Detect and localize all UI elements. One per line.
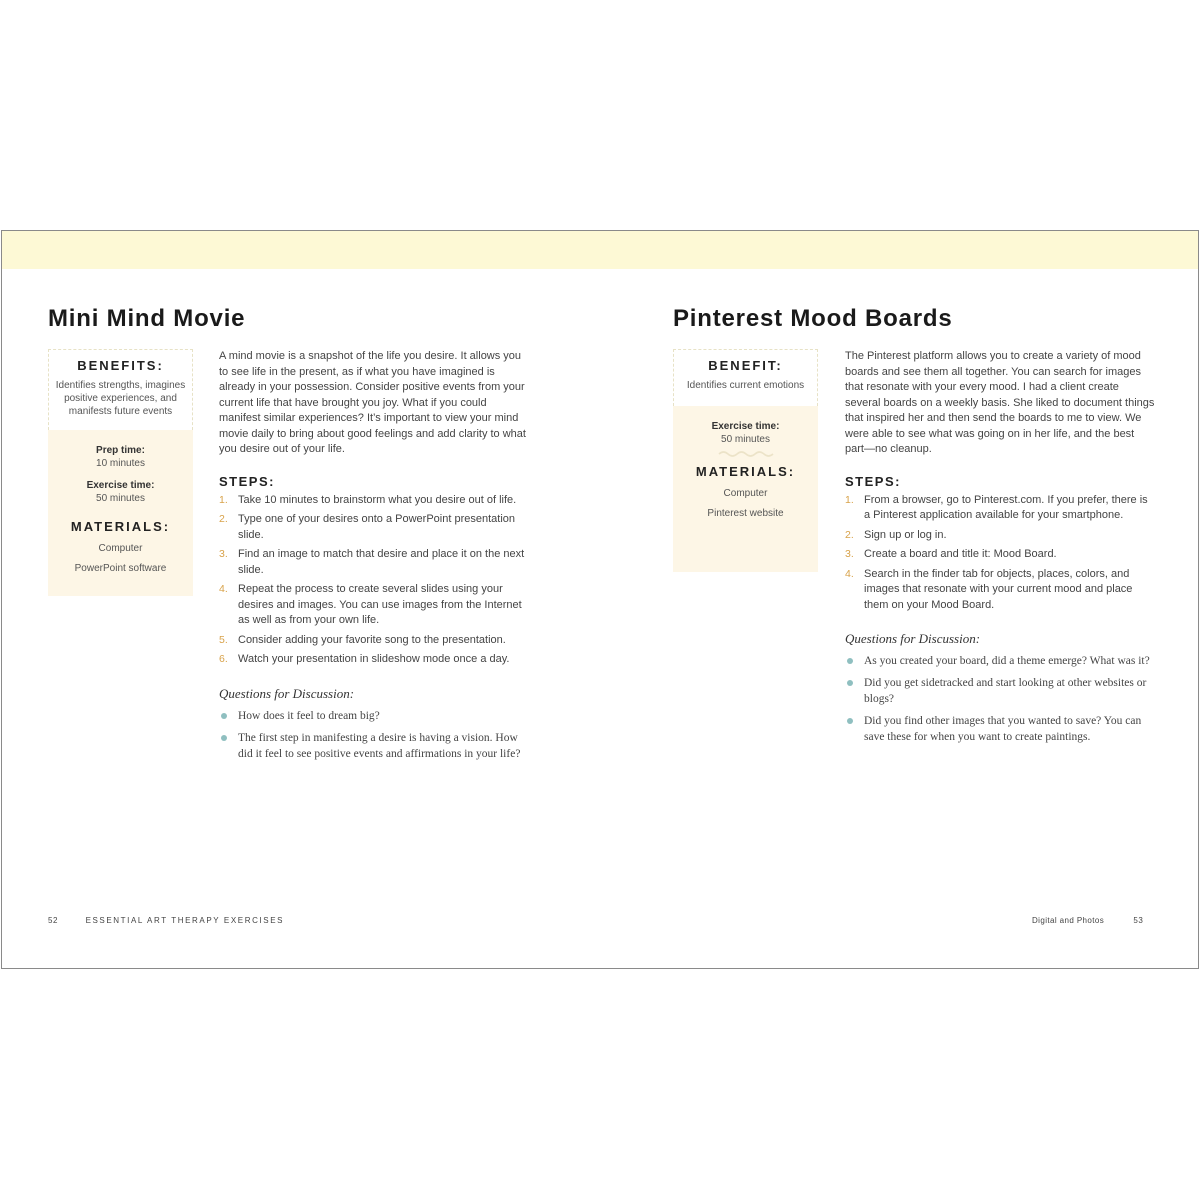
step-text: Watch your presentation in slideshow mode once a day. bbox=[238, 653, 510, 665]
step-text: Search in the finder tab for objects, places, colors, and images that resonate with your current mood and place them on your Mood Board. bbox=[864, 567, 1133, 611]
step-item bbox=[845, 547, 1155, 563]
step-item bbox=[219, 652, 529, 668]
step-text: Type one of your desires onto a PowerPoint presentation slide. bbox=[238, 513, 516, 541]
benefits-section bbox=[48, 349, 193, 430]
step-item bbox=[219, 493, 529, 509]
step-text: Sign up or log in. bbox=[864, 528, 947, 541]
material-item: Computer bbox=[723, 488, 768, 499]
footer-right bbox=[1032, 916, 1143, 925]
question-text: As you created your board, did a theme emerge? What was it? bbox=[864, 655, 1150, 667]
step-number: 4. bbox=[219, 583, 228, 595]
step-number: 6. bbox=[219, 653, 228, 665]
question-item bbox=[219, 730, 529, 762]
question-item bbox=[845, 713, 1155, 745]
exercise-time-value: 50 minutes bbox=[721, 434, 770, 445]
material-item: Pinterest website bbox=[707, 508, 784, 519]
step-item bbox=[845, 493, 1155, 524]
question-item bbox=[219, 708, 529, 724]
step-item bbox=[219, 582, 529, 629]
main-content bbox=[219, 349, 529, 768]
bullet-icon bbox=[221, 735, 227, 741]
main-content bbox=[845, 349, 1155, 751]
page-title: Mini Mind Movie bbox=[48, 305, 246, 332]
question-item bbox=[845, 675, 1155, 707]
step-text: Consider adding your favorite song to the presentation. bbox=[238, 633, 506, 646]
step-number: 1. bbox=[845, 493, 854, 506]
step-item bbox=[219, 512, 529, 543]
time-materials-section bbox=[673, 406, 818, 572]
left-page bbox=[2, 231, 600, 968]
question-item bbox=[845, 653, 1155, 669]
page-title: Pinterest Mood Boards bbox=[673, 305, 953, 332]
page-number: 53 bbox=[1133, 916, 1144, 925]
materials-heading: MATERIALS: bbox=[695, 464, 796, 479]
benefit-text: Identifies current emotions bbox=[686, 380, 805, 391]
step-text: Repeat the process to create several slides using your desires and images. You can use images from the Internet as well as from your own life. bbox=[238, 583, 522, 626]
step-number: 3. bbox=[845, 548, 854, 560]
benefit-heading: BENEFIT: bbox=[708, 358, 783, 373]
bullet-icon bbox=[847, 658, 853, 664]
right-page bbox=[600, 231, 1198, 968]
steps-list bbox=[219, 493, 529, 668]
benefits-heading: BENEFITS: bbox=[77, 358, 164, 373]
step-number: 5. bbox=[219, 633, 228, 646]
step-number: 1. bbox=[219, 493, 228, 506]
step-number: 4. bbox=[845, 567, 854, 580]
intro-paragraph: The Pinterest platform allows you to create a variety of mood boards and see them all together. You can search for images that resonate with your every mood. I had a client create several boards on a weekly basis. She liked to document things that inspired her and then send the boards to me to view. We were able to see what was going on in her life, and the best part—no cleanup. bbox=[845, 350, 1155, 455]
steps-heading: STEPS: bbox=[219, 473, 275, 489]
question-text: How does it feel to dream big? bbox=[238, 709, 380, 722]
questions-heading: Questions for Discussion: bbox=[219, 685, 355, 701]
exercise-time-label: Exercise time: bbox=[86, 480, 155, 491]
material-item: PowerPoint software bbox=[74, 563, 167, 574]
step-text: Take 10 minutes to brainstorm what you desire out of life. bbox=[238, 493, 517, 506]
step-item bbox=[845, 567, 1155, 614]
exercise-time-value: 50 minutes bbox=[96, 493, 145, 504]
questions-list bbox=[219, 708, 529, 762]
step-item bbox=[219, 633, 529, 649]
questions-list bbox=[845, 653, 1155, 745]
prep-time-value: 10 minutes bbox=[96, 458, 145, 469]
page-number: 52 bbox=[48, 916, 58, 925]
running-head: Digital and Photos bbox=[1032, 916, 1105, 925]
step-text: From a browser, go to Pinterest.com. If you prefer, there is a Pinterest application available for your smartphone. bbox=[864, 493, 1148, 521]
steps-heading: STEPS: bbox=[845, 473, 901, 489]
bullet-icon bbox=[221, 713, 227, 719]
step-item bbox=[845, 528, 1155, 544]
footer-left bbox=[48, 916, 284, 925]
benefits-text: Identifies strengths, imagines positive experiences, and manifests future events bbox=[55, 380, 186, 417]
steps-list bbox=[845, 493, 1155, 614]
question-text: Did you find other images that you wanted to save? You can save these for when you want to create paintings. bbox=[864, 715, 1142, 743]
bullet-icon bbox=[847, 718, 853, 724]
intro-paragraph: A mind movie is a snapshot of the life you desire. It allows you to see life in the present, as if what you have imagined is already in your possession. Consider positive events from your current life that have brought you joy. What if you could manifest similar experiences? It’s important to view your mind movie daily to bring about good feelings and add clarity to what you desire out of your life. bbox=[219, 350, 526, 455]
exercise-time-label: Exercise time: bbox=[711, 421, 780, 432]
question-text: Did you get sidetracked and start looking at other websites or blogs? bbox=[864, 677, 1147, 705]
step-number: 2. bbox=[845, 528, 854, 541]
material-item: Computer bbox=[98, 543, 143, 554]
step-number: 2. bbox=[219, 513, 228, 525]
sidebar-box bbox=[673, 349, 818, 572]
running-head: ESSENTIAL ART THERAPY EXERCISES bbox=[85, 916, 285, 925]
step-text: Create a board and title it: Mood Board. bbox=[864, 548, 1057, 560]
benefit-section bbox=[673, 349, 818, 406]
bullet-icon bbox=[847, 680, 853, 686]
time-materials-section bbox=[48, 430, 193, 596]
question-text: The first step in manifesting a desire is having a vision. How did it feel to see positive events and affirmations in your life? bbox=[238, 731, 521, 760]
prep-time-label: Prep time: bbox=[96, 445, 145, 456]
materials-heading: MATERIALS: bbox=[70, 519, 171, 534]
step-item bbox=[219, 547, 529, 578]
step-text: Find an image to match that desire and place it on the next slide. bbox=[238, 548, 525, 576]
step-number: 3. bbox=[219, 548, 228, 560]
questions-heading: Questions for Discussion: bbox=[845, 631, 981, 646]
squiggle-divider-icon bbox=[718, 450, 774, 458]
sidebar-box bbox=[48, 349, 193, 596]
book-spread bbox=[1, 230, 1199, 969]
